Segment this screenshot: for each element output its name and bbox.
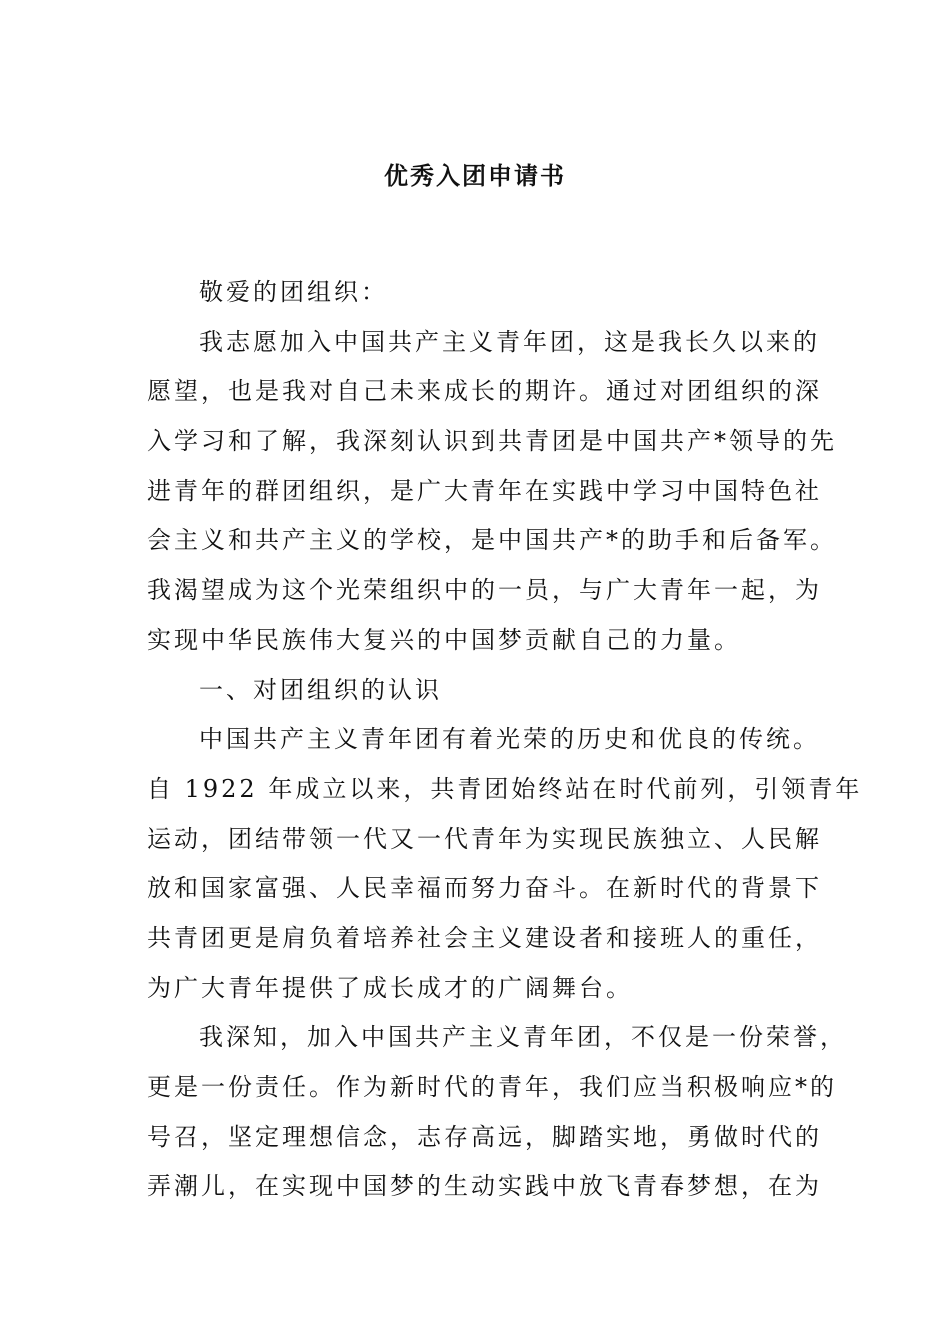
- paragraph-line: 实现中华民族伟大复兴的中国梦贡献自己的力量。: [147, 625, 741, 654]
- paragraph-line: 我深知，加入中国共产主义青年团，不仅是一份荣誉，: [199, 1023, 847, 1052]
- paragraph-line: 我志愿加入中国共产主义青年团，这是我长久以来的: [199, 327, 820, 356]
- document-title: 优秀入团申请书: [384, 161, 566, 190]
- paragraph-line: 愿望，也是我对自己未来成长的期许。通过对团组织的深: [147, 377, 822, 406]
- paragraph-line: 共青团更是肩负着培养社会主义建设者和接班人的重任，: [147, 923, 822, 952]
- paragraph-line: 更是一份责任。作为新时代的青年，我们应当积极响应*的: [147, 1073, 837, 1101]
- document-body: [147, 268, 863, 1212]
- paragraph-line: 自 1922 年成立以来，共青团始终站在时代前列，引领青年: [147, 774, 863, 803]
- paragraph-line: 入学习和了解，我深刻认识到共青团是中国共产*领导的先: [147, 427, 837, 456]
- paragraph-line: 弄潮儿，在实现中国梦的生动实践中放飞青春梦想，在为: [147, 1172, 822, 1201]
- paragraph-line: 放和国家富强、人民幸福而努力奋斗。在新时代的背景下: [147, 874, 822, 903]
- section-heading: 一、对团组织的认识: [199, 675, 442, 704]
- paragraph-line: 中国共产主义青年团有着光荣的历史和优良的传统。: [199, 725, 820, 754]
- paragraph-line: 运动，团结带领一代又一代青年为实现民族独立、人民解: [147, 824, 822, 853]
- paragraph-line: 为广大青年提供了成长成才的广阔舞台。: [147, 973, 633, 1002]
- paragraph-line: 进青年的群团组织，是广大青年在实践中学习中国特色社: [147, 476, 822, 505]
- salutation-line: 敬爱的团组织：: [199, 278, 388, 306]
- paragraph-line: 我渴望成为这个光荣组织中的一员，与广大青年一起，为: [147, 576, 822, 605]
- paragraph-line: 会主义和共产主义的学校，是中国共产*的助手和后备军。: [147, 526, 837, 555]
- paragraph-line: 号召，坚定理想信念，志存高远，脚踏实地，勇做时代的: [147, 1122, 822, 1151]
